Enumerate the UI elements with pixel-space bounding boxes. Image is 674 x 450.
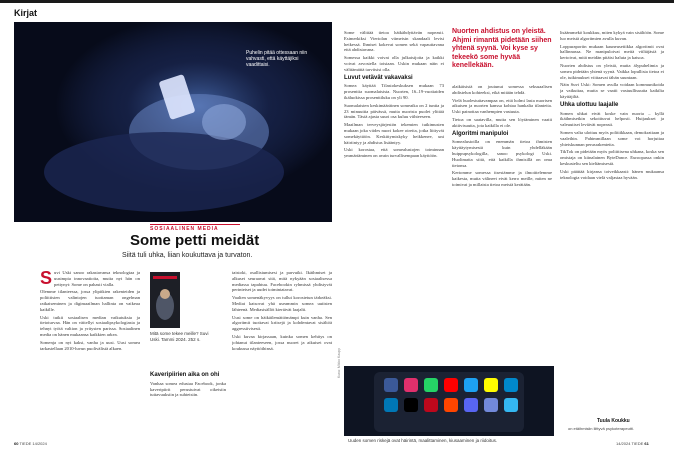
photo-credit: Kuva: Mikko Kaupp xyxy=(337,347,341,378)
paragraph: lisäämmekö koukkuu, miten kykyä vain sisältöön. Some luo meistä algoritmien avulla kuvan. xyxy=(560,30,664,41)
body-column-4 xyxy=(452,84,552,360)
paragraph: Tietoa on saatavilla, mutta sen löytäminen vaatii aktiivisuutta, jota kaikilla ei ole. xyxy=(452,116,552,128)
paragraph: taistoki, osallistumisesi ja parvuiki. Ikäihmiset ja alkuset seuraavat sitä, mitä nykyään sosiaalisessa mediassa tapahtuu. Facebookin ryhmissä yhdistyvät perinteiset ja uudet toimintatavat. xyxy=(232,270,332,293)
book-cover-image xyxy=(150,272,180,328)
paragraph: Nuorten ahdistus on yleistä, mutta älypuhelimia ja somea pidetään yhtenä syynä. Vaikka lopullista tietoa ei ole, tutkimukset viittaavat tähän suuntaan. xyxy=(560,62,664,80)
paragraph: Somenja on nyt kaksi, vanha ja uusi. Uusi somea tarkastellaan 2010-luvun puolivälistä alkaen. xyxy=(40,339,140,351)
author-signature: Tuula Koukku xyxy=(597,418,630,424)
magazine-issue-left: TIEDE 14/2024 xyxy=(19,441,47,446)
paragraph: uvi Uski sanoo rakastavansa teknologiaa ja uusimpia innovaatioita, mutta nyt hän on pettynyt: Some on pahasti vialla. xyxy=(54,270,140,287)
photo-phone-apps xyxy=(344,366,554,436)
paragraph: TikTok on pidetään myös poliittisena uhkana, koska sen omistaja on kiinalainen ByteDance. Euroopassa onkin keskusteltu sen kieltämisestä. xyxy=(560,149,664,166)
section-label: Kirjat xyxy=(14,8,38,18)
kicker-rule xyxy=(150,224,240,225)
article-headline: Some petti meidät xyxy=(130,232,260,249)
subhead-kaveripiirit: Kaveripiirien aika on ohi xyxy=(150,372,220,378)
photo-left-caption: Puhelin pitää ottessaan niin vahvasti, että käyttäjiksi vaadittaisi. xyxy=(246,50,308,68)
paragraph: Uski päättää kirjansa toiveikkaasti: hänen mukaansa teknologia voidaan vielä valjastaa hyvään. xyxy=(560,168,664,180)
book-cover-art xyxy=(150,272,180,328)
paragraph: Kertomme somessa itsestämme ja ilmoittelemme kaikesta, mutta välineet eivät kerro meille, miten ne toimivat ja millaista tietoa meistä kerätään. xyxy=(452,170,552,187)
photo-right-caption: Uuden somen riskejä ovat häirintä, maalittaminen, kiusaaminen ja riidoitus. xyxy=(348,438,498,443)
hand xyxy=(202,104,246,140)
footer-left xyxy=(14,441,47,446)
paragraph: Uusi some on häikäilemättömämpi kuin vanha. Sen algoritmit tuottavat kriisejä ja kohdentavat sisältöä aggressiivisesti. xyxy=(232,314,332,332)
paragraph: Maailman terveysjärjestön tekemien tutkimusten mukaan joka viides nuori kokee oireita, jotka liittyvät somekäyttöön. Keskittymiskyky heikkenee, uni häiriintyy ja ahdistus lisääntyy. xyxy=(344,122,444,145)
paragraph: Somealustoilla on enemmän tietoa ihmisten käyttäytymisestä kuin yhdelläkään huippupsykologilla, sanoo psykologi Uski. Huolimatta siitä, että kaikilla ihmisillä on oma tietonsa. xyxy=(452,139,552,168)
paragraph: Olemme tilanteessa, jossa ylipitkien rakenteiden ja poliittisten valintojen tuottaman ongelman ratkaiseminen ja digimaailman hallinta on vaikeaa kaikille. xyxy=(40,289,140,312)
paragraph: Vaalien somenäkyvyys on tullut korostetun tärkeäksi. Mediat katsovat yhä useammin somea uutisten lähteenä. Mediasisällöt kiertävät laajalti. xyxy=(232,295,332,312)
phone-apps-illustration xyxy=(344,366,554,436)
magazine-issue-right: 14/2024 TIEDE xyxy=(616,441,644,446)
paragraph: Uski tutkii sosiaalisen median vaikutuksia ja tietoturvaa. Hän on väitellyt sosiaalipsykologiasta ja tehnyt työtä valtion ja yritysten parissa. Sosiaalinen media on hänen mukaansa kaikkien arkea. xyxy=(40,314,140,337)
subhead-algoritmi: Algoritmi manipuloi xyxy=(452,130,509,137)
drop-cap: S xyxy=(40,270,53,288)
body-column-5 xyxy=(560,30,664,410)
body-column-2 xyxy=(232,270,332,420)
article-kicker: SOSIAALINEN MEDIA xyxy=(150,226,219,232)
paragraph: Loppuraportin mukaan kauneusetiikka algoritmit ovat hallinnassa. Ne manipuloivat meitä viiltäjäsiä ja kertoivat, mitä meidän pitäisi haluta ja katsoa. xyxy=(560,43,664,61)
page-number-right: 61 xyxy=(644,441,649,446)
article-deck: Siitä tuli uhka, liian koukuttava ja turvaton. xyxy=(122,252,253,259)
pull-quote: Nuorten ahdistus on yleistä. Ahjmi rimantä pidetään siihen yhtenä syynä. Voi kyse sy tekeekö some hyvää kenellekään. xyxy=(452,28,552,69)
body-column-1 xyxy=(40,270,140,420)
paragraph: Vanhaa somea edustaa Facebook, jonka kaveripiirit perustuivat oikeisiin tuttavuuksiin ja suhteisiin. xyxy=(150,380,226,398)
paragraph: Suomalaisten keskimääräinen someaika on 2 tuntia ja 23 minuuttia päivässä, mutta nuorista puolet ylittää tämän. Tästä ajasta suuri osa kuluu viihteeseen. xyxy=(344,102,444,120)
paragraph: Vielä huolestuttavampaa on, että holmi lasta nuorisen aikuisen ja nuorten kanssa kohtaa hankalia tilanteita. Uski painottaa vanhempien vastuuta. xyxy=(452,97,552,115)
paragraph: Uski kuvaa kirjassaan, kuinka somen kehitys on johtanut tilanteeseen, jossa nuoret ja aikuiset ovat koukussa näyttöihinsä. xyxy=(232,333,332,351)
paragraph: Uski korostaa, että somealustojen toiminnan ymmärtäminen on avain turvallisempaan käyttöön. xyxy=(344,147,444,159)
paragraph: Somen valta ulottuu myös politiikkaan, demokratiaan ja vaaleihin. Pahimmillaan some voi horjuttaa yhteiskunnan perusrakenteita. xyxy=(560,129,664,147)
subhead-uhka: Uhka ulottuu laajalle xyxy=(560,101,619,108)
book-caption: Mitä some tekee meille? Suvi Uski. Tammi 2024. 252 s. xyxy=(150,331,209,342)
paragraph: Näin Suvi Uski: Somen avulla voidaan kommunikoida ja vaikuttaa, mutta se vaatii vastuullisuutta kaikilta käyttäjiltä. xyxy=(560,82,664,99)
footer-right xyxy=(616,441,649,446)
page-number-left: 60 xyxy=(14,441,19,446)
body-column-3 xyxy=(344,30,444,360)
paragraph: alaikäisistä on joutunut somessa seksuaalisen ahdistelun kohteeksi, eikä mitään tehdä. xyxy=(452,84,552,95)
paragraph: Somen uhkat eivät koske vain nuoria – kyllä ikäihmisetkin sekoittuvat helposti. Huijaukset ja valeuutiset leviävät nopeasti. xyxy=(560,110,664,128)
body-column-2b xyxy=(150,370,226,420)
paragraph: Somea käyttää Tilastokeskuksen mukaan 73 prosenttia suomalaisista. Nuorten, 16–19-vuotiaiden ikäluokissa prosenttiluku on yli 90. xyxy=(344,83,444,100)
subhead-luvut: Luvut vetävät vakavaksi xyxy=(344,74,413,81)
paragraph: Some välittää tietoa hätkähdyttävän nopeasti. Esimerkiksi Viertolan viimeisin skandaali levisi hetkessä. Ihmiset kokevat somen sekä vapauttavana että ahdistavana. xyxy=(344,30,444,53)
blanket xyxy=(44,132,284,212)
author-role: on etäihmisiin liittyvä psykoterapeutti. xyxy=(568,426,635,431)
paragraph: Somessa kaikki voivat olla julkaisijoita ja kaikki voivat arvostella toisiaan. Uskin mukaan näin ei välttämättä tarvitsisi olla. xyxy=(344,55,444,72)
top-bar xyxy=(0,0,674,3)
